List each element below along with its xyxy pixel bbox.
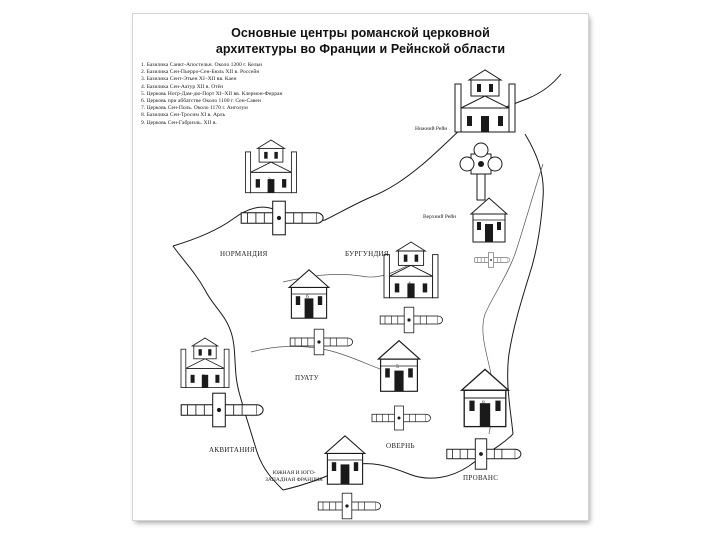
- map-title-line-2: архитектуры во Франции и Рейнской области: [215, 42, 506, 56]
- legend-item: 8. Базилика Сен-Тросим XI в. Арль: [141, 112, 226, 119]
- building-number: 8: [482, 400, 485, 406]
- legend-item: 1. Базилика Санкт-Апостельн. Около 1200 г. Кельн: [141, 62, 263, 68]
- region-lower-rhine: Нижний Рейн: [415, 126, 448, 132]
- legend: [141, 62, 283, 127]
- map-title-line-1: Основные центры романской церковной: [231, 26, 490, 40]
- building-number: 9: [342, 466, 345, 472]
- region-aquitaine: АКВИТАНИЯ: [209, 446, 255, 454]
- legend-item: 9. Церковь Сен-Габриэль. XII в.: [141, 119, 217, 126]
- building-number: 6: [306, 294, 309, 300]
- building-number: 7: [202, 374, 205, 380]
- coastline: [173, 129, 461, 246]
- region-auvergne: ОВЕРНЬ: [386, 442, 415, 450]
- building-number: 3: [268, 177, 271, 183]
- legend-item: 6. Церковь при аббатстве Около 1100 г. Сен-Савен: [141, 98, 261, 105]
- legend-item: 2. Базилика Сен-Пьерро-Сен-Бюль XII в. Россейн: [141, 69, 260, 76]
- building-number: 1: [482, 120, 485, 126]
- building-number: 5: [396, 364, 399, 370]
- region-poitou: ПУАТУ: [295, 374, 319, 382]
- legend-item: 7. Церковь Сен-Поль. Около 1170 г. Анголум: [141, 105, 248, 112]
- region-southwest-france: ЮЖНАЯ И ЮГО-ЗАПАДНАЯ ФРАНЦИЯ: [265, 470, 323, 483]
- building-number: 4: [408, 281, 411, 287]
- building-number: 2: [486, 224, 489, 230]
- region-burgundy: БУРГУНДИЯ: [345, 250, 389, 258]
- region-provence: ПРОВАНС: [463, 474, 499, 482]
- region-upper-rhine: Верхний Рейн: [423, 214, 457, 220]
- map-figure: [133, 14, 588, 520]
- legend-item: 3. Базилика Сент-Этьен XI–XII вв. Каен: [141, 76, 237, 83]
- legend-item: 4. Базилика Сен-Аатур XII в. Отён: [141, 83, 224, 90]
- region-normandy: НОРМАНДИЯ: [220, 250, 268, 258]
- legend-item: 5. Церковь Нотр-Дам-дю-Порт XI–XII вв. Клермон-Ферран: [141, 90, 283, 97]
